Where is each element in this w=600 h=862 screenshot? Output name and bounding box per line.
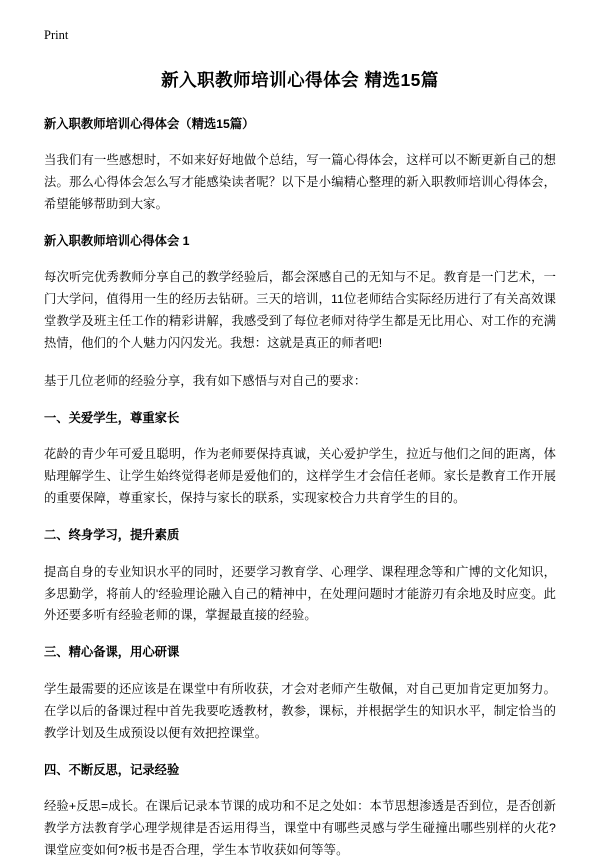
- section-heading-4: 四、不断反思，记录经验: [44, 762, 180, 777]
- document-subtitle: 新入职教师培训心得体会（精选15篇）: [44, 116, 255, 131]
- article-paragraph-2: 基于几位老师的经验分享，我有如下感悟与对自己的要求：: [44, 373, 367, 388]
- section-heading-2: 二、终身学习，提升素质: [44, 528, 180, 543]
- article-paragraph-1: 每次听完优秀教师分享自己的教学经验后，都会深感自己的无知与不足。教育是一门艺术，一门大学问，值得用一生的经历去钻研。三天的培训，11位老师结合实际经历进行了有关高效课堂教学及班主任工作的精彩讲解，我感受到了每位老师对待学生都是无比用心、对工作的充满热情，他们的个人魅力闪闪发光。我想：这就是真正的师者吧!: [44, 270, 556, 350]
- section-heading-1: 一、关爱学生，尊重家长: [44, 410, 180, 425]
- section-heading-3: 三、精心备课，用心研课: [44, 645, 180, 660]
- print-label[interactable]: Print: [44, 28, 69, 42]
- article-heading: 新入职教师培训心得体会 1: [44, 233, 190, 248]
- intro-paragraph: 当我们有一些感想时，不如来好好地做个总结，写一篇心得体会，这样可以不断更新自己的想法。那么心得体会怎么写才能感染读者呢？以下是小编精心整理的新入职教师培训心得体会，希望能够帮助到大家。: [44, 153, 556, 211]
- section-text-4: 经验+反思=成长。在课后记录本节课的成功和不足之处如：本节思想渗透是否到位，是否创新教学方法教育学心理学规律是否运用得当，课堂中有哪些灵感与学生碰撞出哪些别样的火花?课堂应变如何?板书是否合理，学生本节收获如何等等。: [44, 799, 556, 858]
- section-text-2: 提高自身的专业知识水平的同时，还要学习教育学、心理学、课程理念等和广博的文化知识，多思勤学，将前人的'经验理论融入自己的精神中，在处理问题时才能游刃有余地及时应变。此外还要多听有经验老师的课，掌握最直接的经验。: [44, 564, 556, 623]
- section-text-1: 花龄的青少年可爱且聪明，作为老师要保持真诚，关心爱护学生，拉近与他们之间的距离，体贴理解学生、让学生始终觉得老师是爱他们的，这样学生才会信任老师。家长是教育工作开展的重要保障，尊重家长，保持与家长的联系，实现家校合力共育学生的目的。: [44, 447, 556, 506]
- section-text-3: 学生最需要的还应该是在课堂中有所收获，才会对老师产生敬佩，对自己更加肯定更加努力。在学以后的备课过程中首先我要吃透教材，教参，课标，并根据学生的知识水平，制定恰当的教学计划及生成预设以便有效把控课堂。: [44, 682, 556, 740]
- page-title: 新入职教师培训心得体会 精选15篇: [161, 70, 439, 90]
